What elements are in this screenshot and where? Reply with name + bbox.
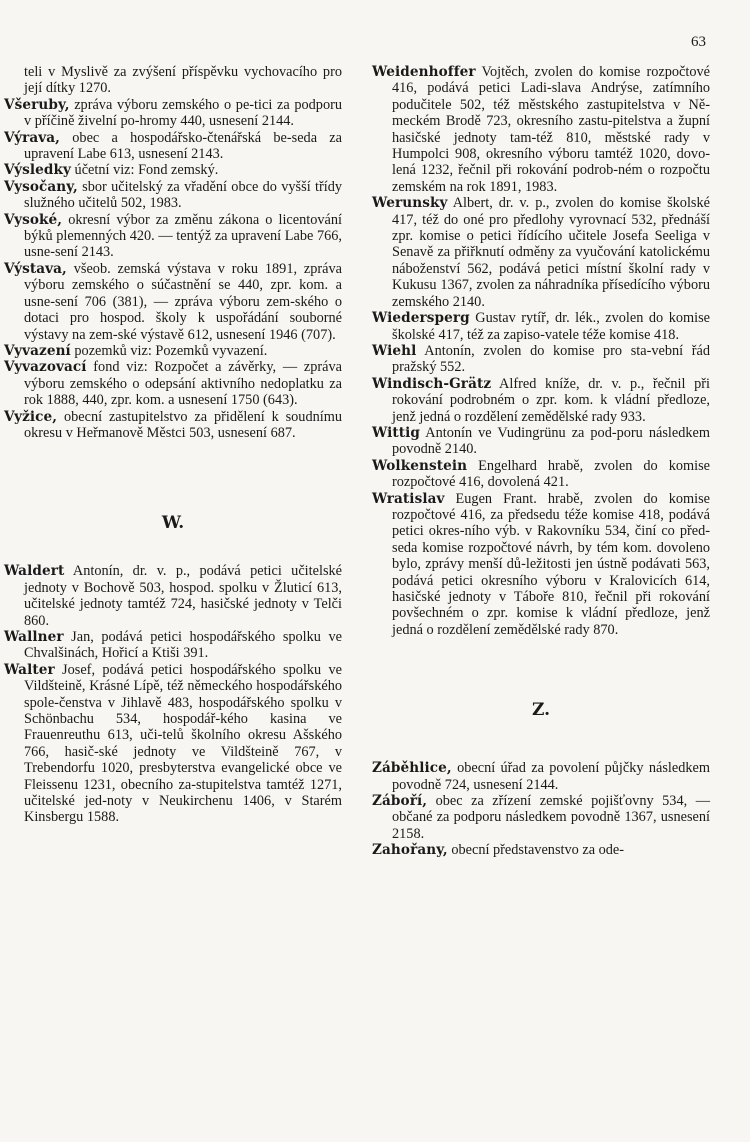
entry-text: Gustav rytíř, dr. lék., zvolen do komise školské 417, též za zapiso-vatele téže komise 418. (392, 310, 710, 343)
entry-text: obecní úřad za povolení půjčky následkem povodně 724, usnesení 2144. (392, 760, 710, 793)
entry-headword: Weidenhoffer (372, 64, 476, 80)
entry-headword: Wiehl (372, 342, 417, 359)
entry-headword: Wiedersperg (372, 310, 470, 327)
entry-text: obecní zastupitelstvo za přidělení k soudnímu okresu v Heřmanově Městci 503, usnesení 687. (24, 408, 342, 441)
entry-text: Vojtěch, zvolen do komise rozpočtové 416, podává petici Ladi-slava Andrýse, zatímního podučitele 502, též městského zastupitelstva v Ně-meckém Brodě 723, okresního zastu-pitelstva a župní hasičské jednoty tam-též 810, městské rady v Humpolci 908, okresního výboru tamtéž 1020, dovo-lená 1232, řečnil při rokování podrob-ném o rozpočtu zemském na rok 1891, 1983. (392, 64, 710, 195)
entry-headword: Záboří, (372, 793, 428, 810)
index-entry (372, 458, 710, 491)
index-entry (4, 629, 342, 662)
section-spacer-bottom (4, 533, 342, 563)
index-entry (4, 130, 342, 163)
index-entry (4, 359, 342, 408)
entry-headword: Vysočany, (4, 178, 78, 195)
entry-headword: Wallner (4, 628, 64, 645)
index-entry (372, 842, 710, 858)
entry-text: Antonín ve Vudingrünu za pod-poru následkem povodně 2140. (392, 424, 710, 458)
index-entry (372, 376, 710, 425)
section-spacer-top (4, 441, 342, 513)
entry-text: Eugen Frant. hrabě, zvolen do komise rozpočtové 416, za předsedu téže komise 418, podává petici okres-ního výb. v Rakovníku 534, činí co před-seda komise rozpočtové návrh, by tém kom. dovoleno bylo, zprávy menší dů-ležitosti jen ústně podávati 563, podává petici okresního výboru v Kralovicích 614, hasičské jednoty v Táboře 810, řečnil při rokování povšechném o zpr. komise k vládní předloze, jenž jedná o rozdělení zemědělské rady 870. (392, 490, 710, 638)
index-entry (4, 261, 342, 343)
entry-headword: Vyvazovací (4, 359, 87, 376)
entry-text: sbor učitelský za vřadění obce do vyšší třídy služného učitelů 502, 1983. (24, 178, 342, 212)
entry-text: Antonín, zvolen do komise pro sta-vební řád pražský 552. (392, 342, 710, 376)
entry-headword: Vyžice, (4, 408, 58, 425)
entry-text: obecní představenstvo za ode- (447, 842, 625, 859)
entry-headword: Záběhlice, (372, 760, 452, 777)
section-letter-z: Z. (531, 700, 551, 721)
entry-text: všeob. zemská výstava v roku 1891, zpráva výboru zemského o súčastnění se 440, zpr. kom. a usne-sení 706 (381), — zpráva výboru zem-ského o dotaci pro hospod. školy k uspořádání souborné výstavy na zem-ské výstavě 612, usnesení 1946 (707). (24, 260, 342, 343)
left-entries (4, 64, 342, 441)
entry-text: fond viz: Rozpočet a závěrky, — zpráva výboru zemského o odepsání aktivního nedoplatku za rok 1888, 440, zpr. kom. a usnesení 1750 (643). (24, 359, 342, 409)
index-entry (4, 563, 342, 629)
entry-headword: Vyvazení (4, 342, 71, 359)
right-entries-after (372, 760, 710, 858)
index-entry (372, 195, 710, 310)
entry-headword: Wittig (372, 424, 421, 441)
index-entry (372, 793, 710, 842)
entry-text: účetní viz: Fond zemský. (70, 162, 219, 179)
entry-text: zpráva výboru zemského o pe-tici za podporu v příčině živelní po-hromy 440, usnesení 2144. (24, 96, 342, 130)
index-entry (4, 179, 342, 212)
entry-headword: Wratislav (372, 490, 445, 507)
entry-text: Jan, podává petici hospodářského spolku ve Chvalšinách, Hořicí a Ktiši 391. (24, 628, 342, 662)
right-entries (372, 64, 710, 638)
left-column (4, 64, 342, 826)
index-entry (4, 162, 342, 178)
entry-headword: Všeruby, (4, 96, 70, 113)
entry-text: pozemků viz: Pozemků vyvazení. (70, 342, 268, 359)
index-entry (4, 97, 342, 130)
entry-text: Antonín, dr. v. p., podává petici učitelské jednoty v Bochově 503, hospod. spolku v Žluticí 613, učitelské jednoty tamtéž 724, hasičské jednoty v Telči 860. (24, 563, 342, 629)
entry-headword: Výstava, (4, 260, 67, 277)
index-entry (372, 425, 710, 458)
entry-headword: Walter (4, 661, 55, 678)
left-entries-after (4, 563, 342, 826)
index-entry (372, 491, 710, 639)
entry-text: obec a hospodářsko-čtenářská be-seda za upravení Labe 613, usnesení 2143. (24, 129, 342, 163)
index-entry (4, 409, 342, 442)
entry-headword: Werunsky (372, 195, 448, 212)
index-entry (372, 343, 710, 376)
entry-text: obec za zřízení zemské pojišťovny 534, — občané za podporu následkem povodně 1367, usnesení 2158. (392, 793, 710, 842)
index-entry (372, 310, 710, 343)
section-spacer-top (372, 638, 710, 700)
index-entry (4, 662, 342, 826)
entry-text: Josef, podává petici hospodářského spolku ve Vildšteině, Krásné Lípě, též německého hospodářského spole-čenstva v Jihlavě 483, hospodářského spolku v Schönbachu 534, hospodář-kého kasina ve Frauenreuthu 613, uči-telů školního okresu Ašského 766, hasič-ské jednoty ve Vildšteině 767, v Trebendorfu 1020, presbyterstva evangelické obce ve Fleissenu 1231, obecního za-stupitelstva tamtéž 1271, učitelské jed-noty v Neukirchenu 1406, v Starém Kinsbergu 1588. (24, 661, 342, 826)
entry-headword: Zahořany, (372, 842, 448, 859)
right-column (372, 64, 710, 859)
section-spacer-bottom (372, 720, 710, 760)
index-entry (372, 64, 710, 195)
entry-text: teli v Myslivě za zvýšení příspěvku vychovacího pro její dítky 1270. (24, 64, 342, 97)
index-entry (4, 64, 342, 97)
index-entry (4, 212, 342, 261)
entry-headword: Vysoké, (4, 211, 63, 228)
entry-headword: Výrava, (4, 129, 61, 146)
entry-headword: Výsledky (4, 162, 71, 179)
entry-text: okresní výbor za změnu zákona o licentování býků plemenných 420. — tentýž za upravení Labe 766, usne-sení 2143. (24, 211, 342, 261)
page-number: 63 (691, 34, 706, 50)
entry-text: Engelhard hrabě, zvolen do komise rozpočtové 416, dovolená 421. (392, 457, 710, 491)
entry-headword: Windisch-Grätz (372, 375, 492, 392)
section-letter-w: W. (161, 513, 185, 534)
index-entry (4, 343, 342, 359)
entry-text: Alfred kníže, dr. v. p., řečnil při rokování podrobném o zpr. kom. k vládní předloze, jenž jedná o rozdělení zemědělské rady 933. (392, 375, 710, 425)
entry-headword: Wolkenstein (372, 457, 468, 474)
entry-text: Albert, dr. v. p., zvolen do komise školské 417, též do oné pro předlohy vyrovnací 532, přednáší zpr. komise o petici řídícího učitele Josefa Seeliga v Senavě za přiřknutí odměny za vyučování katolickému náboženství 562, podává petici místní školní rady v Kukusu 1367, zvolen za náhradníka přísedícího výboru zemského 2140. (392, 195, 710, 310)
entry-headword: Waldert (4, 563, 65, 580)
index-entry (372, 760, 710, 793)
